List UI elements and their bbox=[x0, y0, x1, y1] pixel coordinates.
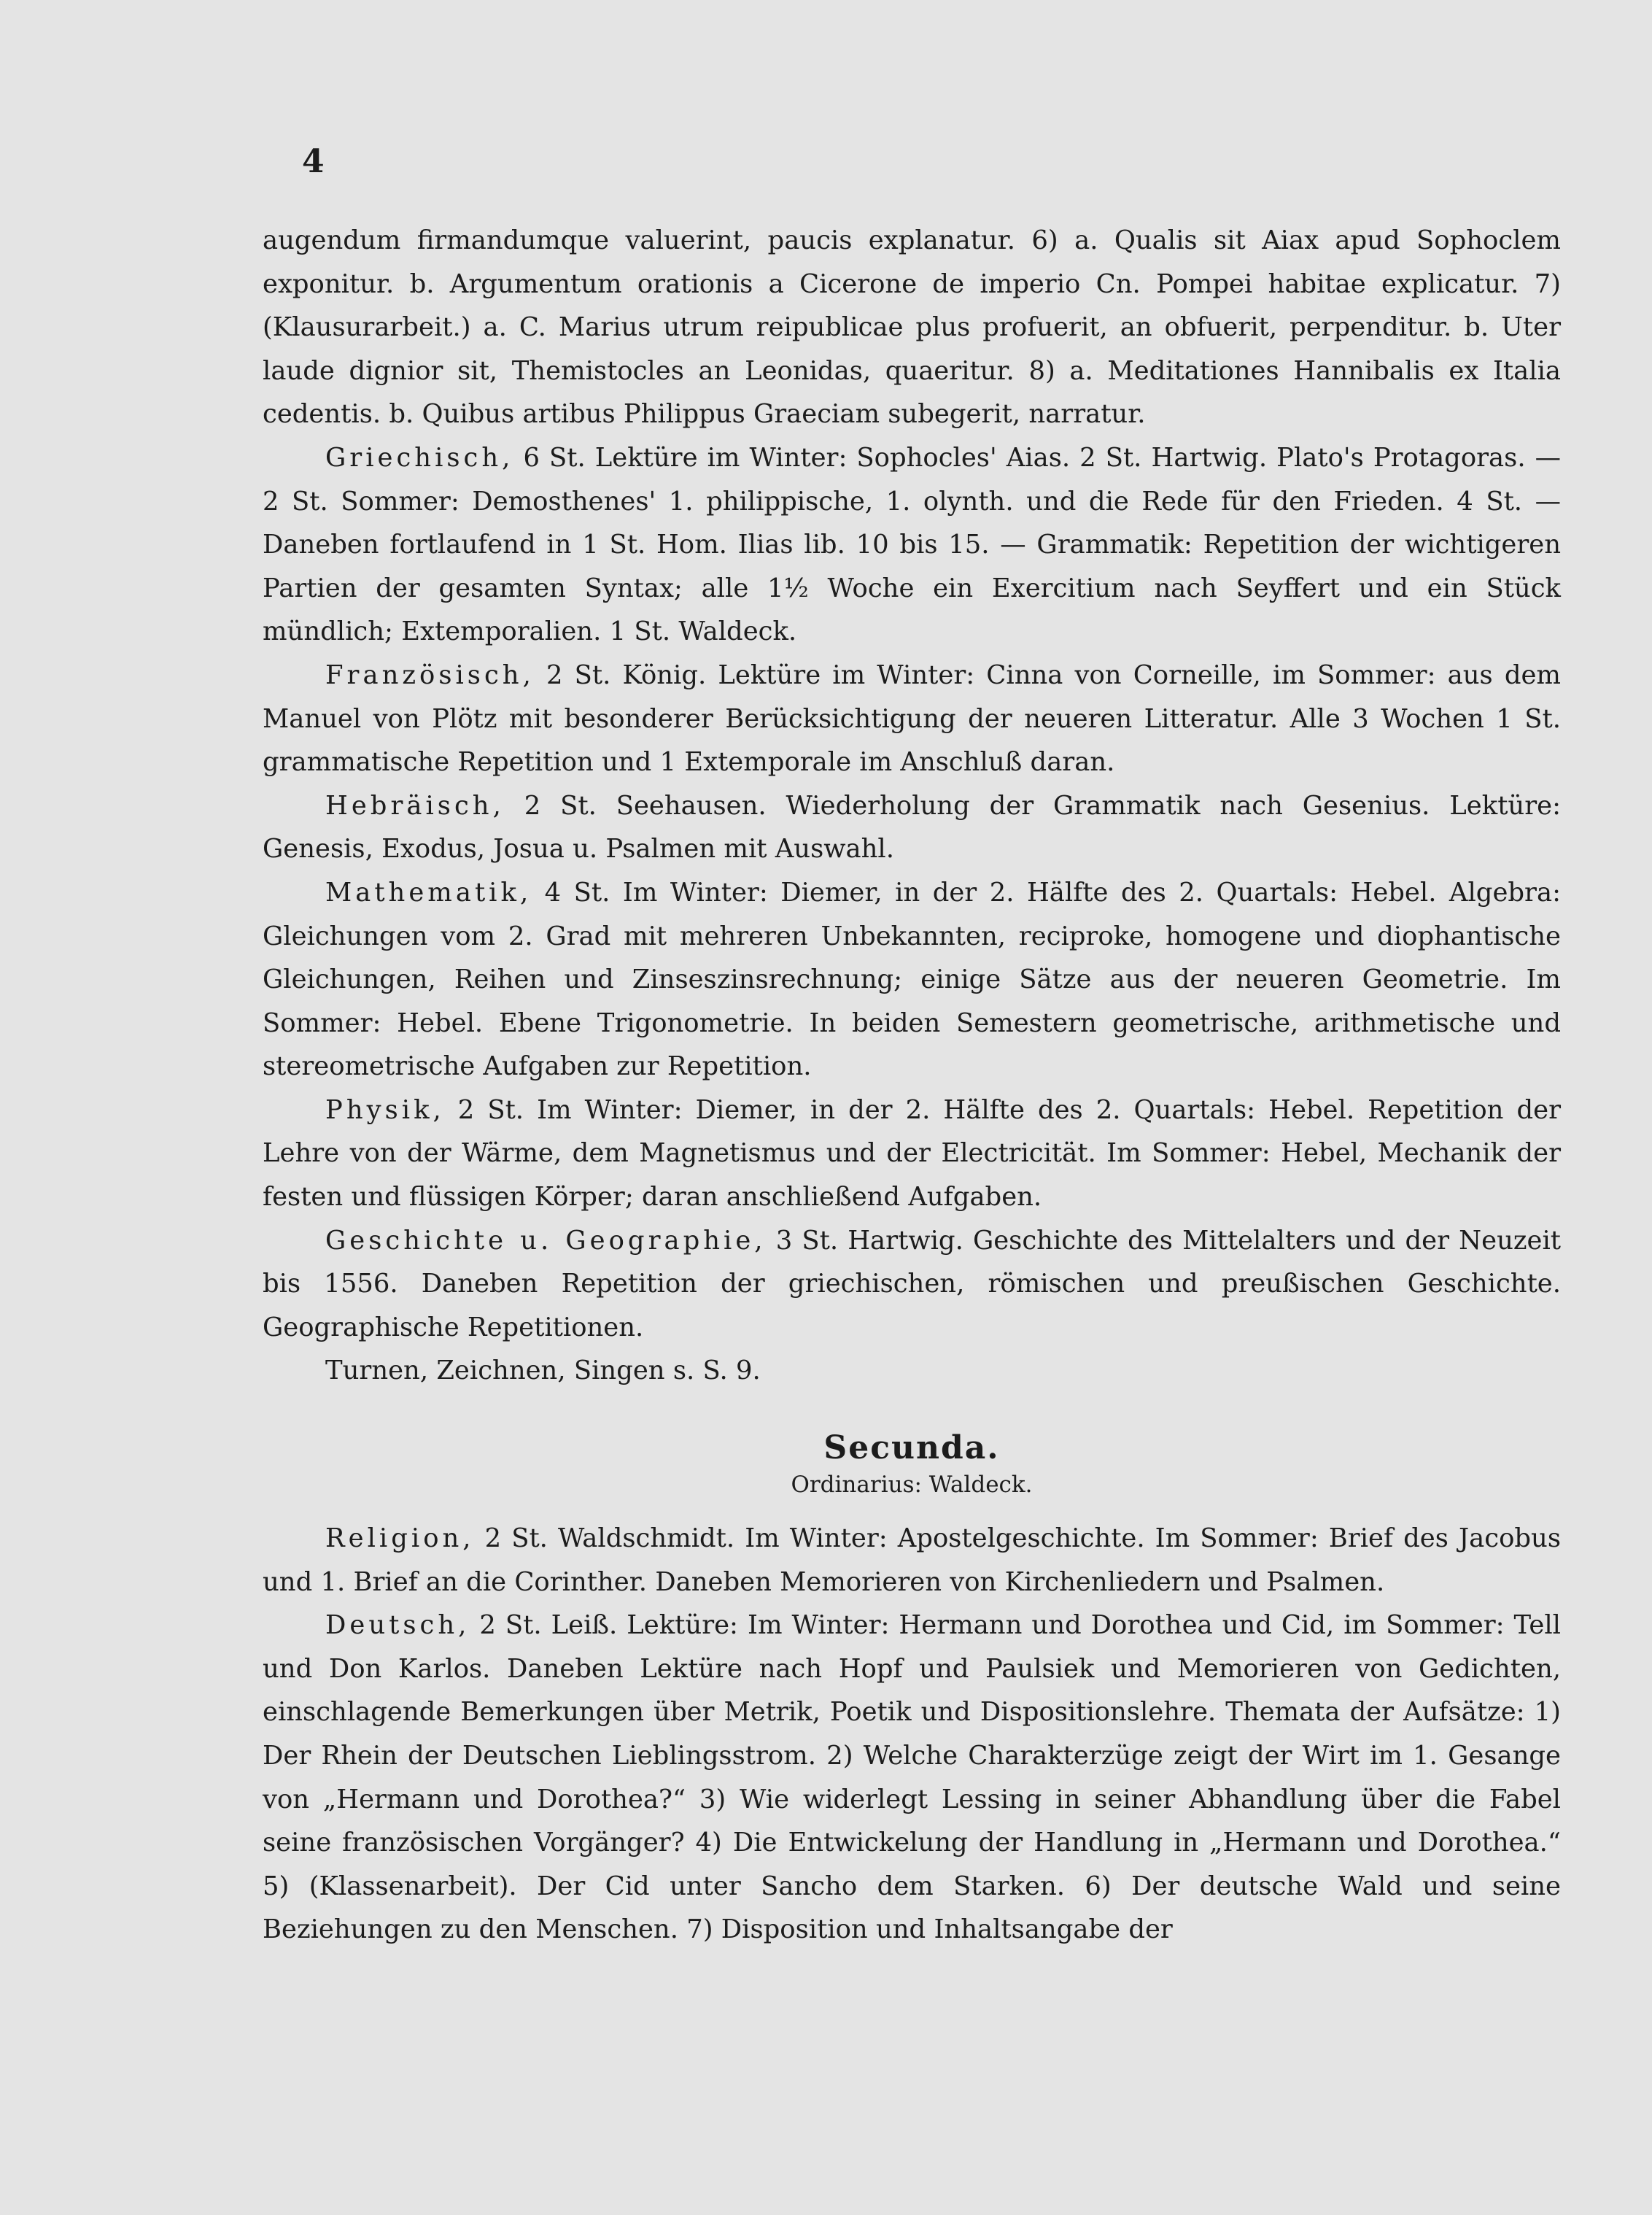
paragraph-text: 3 St. Hartwig. Geschichte des Mittelalters und der Neuzeit bis 1556. Daneben Repetition der griechischen, römischen und preußischen Geschichte. Geographische Repetitionen. bbox=[263, 1225, 1561, 1342]
paragraph-text: 6 St. Lektüre im Winter: Sophocles' Aias. 2 St. Hartwig. Plato's Protagoras. — 2 St. Sommer: Demosthenes' 1. philippische, 1. olynth. und die Rede für den Frieden. 4 St. — Daneben fortlaufend in 1 St. Hom. Ilias lib. 10 bis 15. — Grammatik: Repetition der wichtigeren Partien der gesamten Syntax; alle 1½ Woche ein Exercitium nach Seyffert und ein Stück mündlich; Extemporalien. 1 St. Waldeck. bbox=[263, 442, 1561, 647]
paragraph-latin-themes bbox=[263, 219, 1561, 436]
page-number: 4 bbox=[302, 143, 325, 180]
subject-heading: Hebräisch, bbox=[325, 790, 505, 821]
paragraph-physik bbox=[263, 1089, 1561, 1219]
paragraph-turnen bbox=[263, 1349, 1561, 1393]
paragraph-text: 2 St. König. Lektüre im Winter: Cinna von Corneille, im Sommer: aus dem Manuel von Plötz mit besonderer Berücksichtigung der neueren Litteratur. Alle 3 Wochen 1 St. grammatische Repetition und 1 Extemporale im Anschluß daran. bbox=[263, 660, 1561, 778]
subject-heading: Deutsch, bbox=[325, 1610, 470, 1641]
paragraph-text: 2 St. Im Winter: Diemer, in der 2. Hälfte des 2. Quartals: Hebel. Repetition der Lehre von der Wärme, dem Magnetismus und der Electricität. Im Sommer: Hebel, Mechanik der festen und flüssigen Körper; daran anschließend Aufgaben. bbox=[263, 1094, 1561, 1213]
subject-heading: Französisch, bbox=[325, 660, 535, 690]
section-subtitle: Ordinarius: Waldeck. bbox=[791, 1472, 1033, 1499]
paragraph-text: 4 St. Im Winter: Diemer, in der 2. Hälfte des 2. Quartals: Hebel. Algebra: Gleichungen vom 2. Grad mit mehreren Unbekannten, reciproke, homogene und diophantische Gleichungen, Reihen und Zinseszinsrechnung; einige Sätze aus der neueren Geometrie. Im Sommer: Hebel. Ebene Trigonometrie. In beiden Semestern geometrische, arithmetische und stereometrische Aufgaben zur Repetition. bbox=[263, 877, 1561, 1082]
paragraph-hebraeisch bbox=[263, 784, 1561, 871]
paragraph-deutsch bbox=[263, 1604, 1561, 1952]
paragraph-franzoesisch bbox=[263, 654, 1561, 784]
paragraph-mathematik bbox=[263, 871, 1561, 1089]
paragraph-geschichte bbox=[263, 1219, 1561, 1350]
paragraph-text: 2 St. Waldschmidt. Im Winter: Apostelgeschichte. Im Sommer: Brief des Jacobus und 1. Brief an die Corinther. Daneben Memorieren von Kirchenliedern und Psalmen. bbox=[263, 1523, 1561, 1597]
paragraph-text: augendum firmandumque valuerint, paucis explanatur. 6) a. Qualis sit Aiax apud Sophoclem exponitur. b. Argumentum orationis a Cicerone de imperio Cn. Pompei habitae explicatur. 7) (Klausurarbeit.) a. C. Marius utrum reipublicae plus profuerit, an obfuerit, perpenditur. b. Uter laude dignior sit, Themistocles an Leonidas, quaeritur. 8) a. Meditationes Hannibalis ex Italia cedentis. b. Quibus artibus Philippus Graeciam subegerit, narratur. bbox=[263, 225, 1561, 430]
paragraph-text: 2 St. Seehausen. Wiederholung der Grammatik nach Gesenius. Lektüre: Genesis, Exodus, Josua u. Psalmen mit Auswahl. bbox=[263, 790, 1561, 865]
subject-heading: Griechisch, bbox=[325, 442, 514, 473]
paragraph-text: 2 St. Leiß. Lektüre: Im Winter: Hermann und Dorothea und Cid, im Sommer: Tell und Don Karlos. Daneben Lektüre nach Hopf und Paulsiek und Memorieren von Gedichten, einschlagende Bemerkungen über Metrik, Poetik und Dispositionslehre. Themata der Aufsätze: 1) Der Rhein der Deutschen Lieblingsstrom. 2) Welche Charakterzüge zeigt der Wirt im 1. Gesange von „Hermann und Dorothea?“ 3) Wie widerlegt Lessing in seiner Abhandlung über die Fabel seine französischen Vorgänger? 4) Die Entwickelung der Handlung in „Hermann und Dorothea.“ 5) (Klassenarbeit). Der Cid unter Sancho dem Starken. 6) Der deutsche Wald und seine Beziehungen zu den Menschen. 7) Disposition und Inhaltsangabe der bbox=[263, 1610, 1561, 1945]
subject-heading: Geschichte u. Geographie, bbox=[325, 1225, 767, 1256]
paragraph-religion bbox=[263, 1517, 1561, 1604]
paragraph-griechisch bbox=[263, 436, 1561, 654]
text-column bbox=[263, 219, 1561, 1952]
subject-heading: Religion, bbox=[325, 1523, 475, 1554]
subject-heading: Mathematik, bbox=[325, 877, 532, 908]
subject-heading: Physik, bbox=[325, 1094, 445, 1125]
section-title: Secunda. bbox=[823, 1429, 1000, 1467]
paragraph-text: Turnen, Zeichnen, Singen s. S. 9. bbox=[325, 1356, 761, 1386]
